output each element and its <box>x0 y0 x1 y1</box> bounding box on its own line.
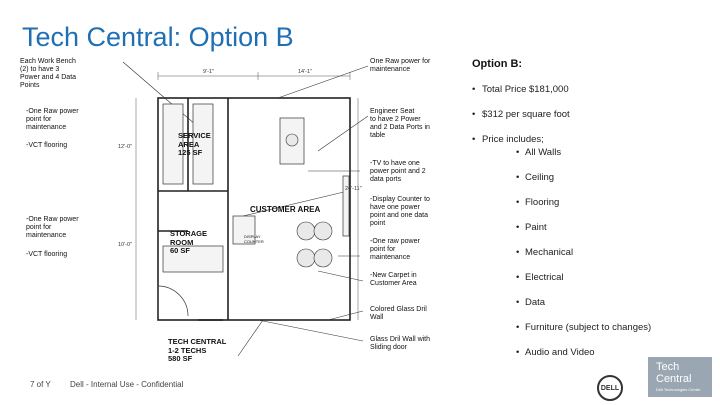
note-carpet: -New Carpet in Customer Area <box>370 272 417 287</box>
note-vct-1: -VCT flooring <box>26 142 68 149</box>
include-flooring: • Flooring <box>516 197 712 208</box>
note-raw-power-top: One Raw power for maintenance <box>370 58 431 73</box>
bullet-total-price: • Total Price $181,000 <box>472 84 712 95</box>
include-data: • Data <box>516 297 712 308</box>
dim-top-right: 14'-1" <box>298 69 313 75</box>
engineer-chair <box>286 134 298 146</box>
note-display-counter: -Display Counter to have one power point and one data point <box>370 196 430 227</box>
chair-2 <box>314 222 332 240</box>
include-ceiling: • Ceiling <box>516 172 712 183</box>
include-paint: • Paint <box>516 222 712 233</box>
note-raw-power-2: -One Raw power point for maintenance <box>26 216 79 239</box>
bullet-per-sqft: • $312 per square foot <box>472 109 712 120</box>
note-raw-power-right: -One raw power point for maintenance <box>370 238 420 261</box>
note-workbench: Each Work Bench (2) to have 3 Power and 4 Data Points <box>20 58 77 89</box>
include-mechanical: • Mechanical <box>516 247 712 258</box>
include-walls: • All Walls <box>516 147 712 158</box>
dim-right: 24'-11" <box>345 186 362 192</box>
tech-central-logo-line1: Tech <box>656 361 680 373</box>
dell-logo-text: DELL <box>600 384 620 392</box>
note-vct-2: -VCT flooring <box>26 251 68 258</box>
include-audio-video: • Audio and Video <box>516 347 712 358</box>
door-swing <box>158 286 188 316</box>
note-tv: -TV to have one power point and 2 data ports <box>370 160 426 183</box>
tech-central-logo <box>648 357 712 397</box>
doors <box>158 286 223 320</box>
dim-left-lower: 10'-0" <box>118 242 133 248</box>
dim-left-upper: 12'-0" <box>118 144 133 150</box>
room-service: SERVICE AREA 125 SF <box>178 131 211 157</box>
chair-3 <box>297 249 315 267</box>
note-glass-dril: Glass Dril Wall with Sliding door <box>370 336 431 351</box>
tv-wall <box>343 176 349 236</box>
dell-logo-icon <box>597 375 623 401</box>
include-electrical: • Electrical <box>516 272 712 283</box>
chair-4 <box>314 249 332 267</box>
leader-lines <box>123 62 368 356</box>
note-raw-power-1: -One Raw power point for maintenance <box>26 108 79 131</box>
room-storage: STORAGE ROOM 60 SF <box>170 229 207 255</box>
chair-1 <box>297 222 315 240</box>
include-furniture: • Furniture (subject to changes) <box>516 322 712 333</box>
option-title: Option B: <box>472 58 523 70</box>
bullet-price-includes: • Price includes; <box>472 134 712 145</box>
floor-plan <box>18 56 443 391</box>
tech-central-logo-line2: Central <box>656 373 692 385</box>
room-customer: CUSTOMER AREA <box>250 205 321 214</box>
page-number: 7 of Y <box>30 380 51 389</box>
note-engineer-seat: Engineer Seat to have 2 Power and 2 Data Ports in table <box>370 108 430 139</box>
label-display-counter: DISPLAY COUNTER <box>244 234 264 244</box>
tech-central-logo-tagline: Dell Technologies Center <box>656 387 701 392</box>
option-panel <box>472 58 712 372</box>
note-colored-glass: Colored Glass Dril Wall <box>370 306 427 321</box>
dim-top-left: 9'-1" <box>203 69 214 75</box>
confidentiality-footer: Dell - Internal Use - Confidential <box>70 380 184 389</box>
room-tech-central: TECH CENTRAL 1-2 TECHS 580 SF <box>168 337 227 363</box>
slide-title: Tech Central: Option B <box>22 22 294 52</box>
